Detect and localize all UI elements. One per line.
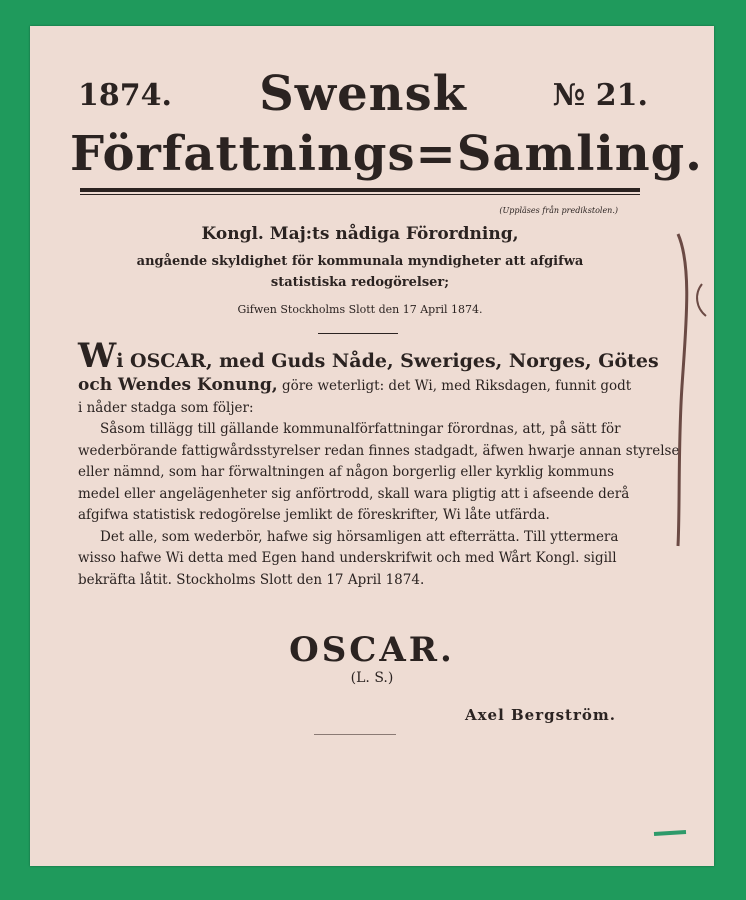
- reading-note: (Uppläses från predikstolen.): [499, 206, 618, 215]
- opening-line-3: i nåder stadga som följer:: [78, 399, 254, 416]
- paragraph-1-line-2: wederbörande fattigwårdsstyrelser redan finnes stadgadt, äfwen hwarje annan styrelse: [78, 442, 680, 459]
- countersignature: Axel Bergström.: [464, 706, 616, 724]
- paragraph-2-line-3: bekräfta låtit. Stockholms Slott den 17 April 1874.: [78, 571, 425, 588]
- opening-line-2-bold: och Wendes Konung,: [78, 375, 278, 395]
- masthead-title-line1: Swensk: [259, 66, 467, 122]
- decree-given-line: Gifwen Stockholms Slott den 17 April 1874.: [237, 303, 483, 316]
- document-page: [30, 26, 714, 866]
- opening-initial: W: [78, 336, 117, 376]
- paragraph-2-line-1: Det alle, som wederbör, hafwe sig hörsamligen att efterrätta. Till yttermera: [100, 528, 619, 545]
- decree-subtitle-line1: angående skyldighet för kommunala myndigheter att afgifwa: [136, 254, 584, 269]
- paragraph-1-line-1: Såsom tillägg till gällande kommunalförfattningar förordnas, att, på sätt för: [100, 421, 621, 437]
- masthead-title-line2: Författnings=Samling.: [70, 126, 703, 182]
- pencil-bracket-mark: [30, 26, 714, 866]
- issue-year: 1874.: [78, 78, 172, 113]
- paragraph-2-line-2: wisso hafwe Wi detta med Egen hand underskrifwit och med Wårt Kongl. sigill: [78, 550, 617, 566]
- decree-subtitle-line2: statistiska redogörelser;: [270, 275, 450, 290]
- issue-number: № 21.: [552, 78, 648, 113]
- decree-heading: Kongl. Maj:ts nådiga Förordning,: [201, 224, 519, 244]
- paragraph-1-line-4: medel eller angelägenheter sig anförtrodd, skall wara pligtig att i afseende derå: [78, 485, 630, 502]
- paragraph-1-line-5: afgifwa statistisk redogörelse jemlikt de föreskrifter, Wi låte utfärda.: [78, 507, 550, 523]
- opening-line-1-text: i OSCAR, med Guds Nåde, Sweriges, Norges, Götes: [116, 350, 659, 372]
- seal-mark: (L. S.): [350, 670, 394, 686]
- paragraph-1-line-3: eller nämnd, som har förwaltningen af någon borgerlig eller kyrklig kommuns: [78, 464, 615, 480]
- royal-signature: OSCAR.: [289, 630, 455, 670]
- opening-line-2-text: göre weterligt: det Wi, med Riksdagen, funnit godt: [277, 378, 632, 394]
